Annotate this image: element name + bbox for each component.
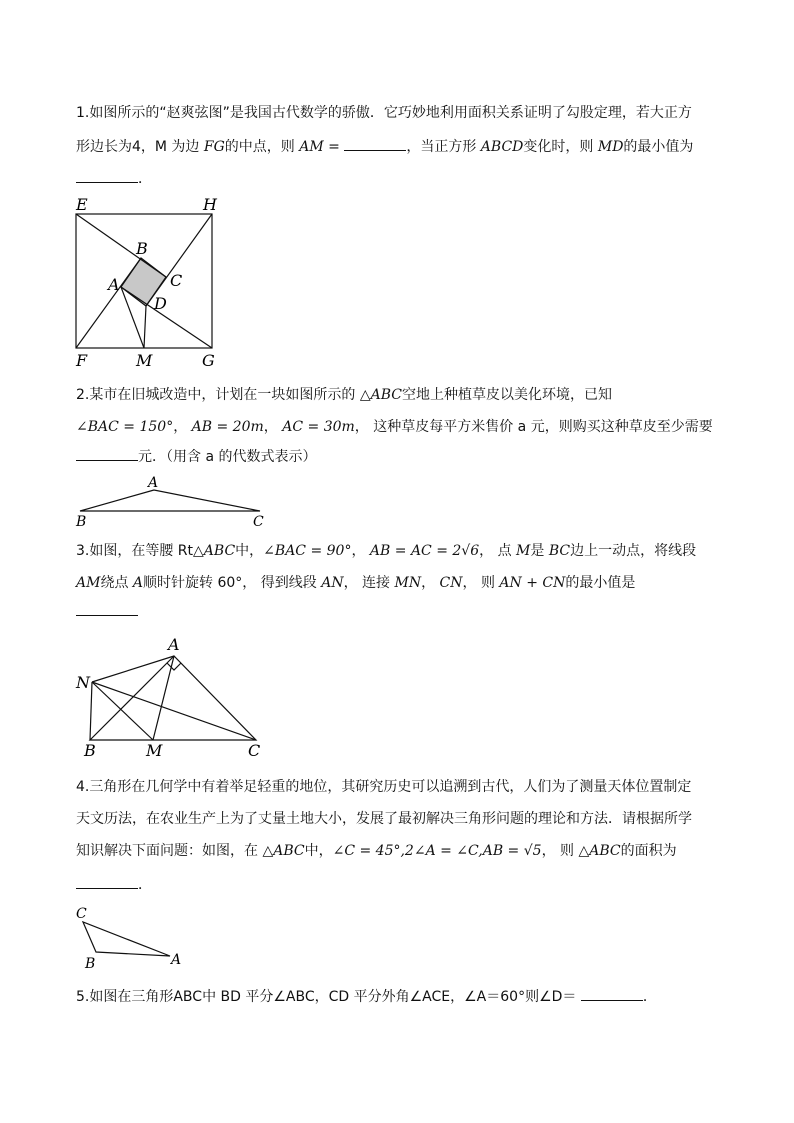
q4-figure bbox=[70, 900, 190, 972]
q2-line3 bbox=[76, 446, 316, 466]
q3-line-a-m bbox=[153, 656, 174, 740]
q3-line-n-m bbox=[92, 682, 153, 740]
q4-text-a: 知识解决下面问题：如图，在 bbox=[76, 843, 263, 859]
q2-text-b: 空地上种植草皮以美化环境，已知 bbox=[401, 387, 612, 403]
q1-label-c: C bbox=[170, 271, 183, 290]
q3-label-n: N bbox=[76, 673, 90, 692]
q2-answer-blank[interactable] bbox=[76, 460, 138, 461]
q3-sep: ， bbox=[351, 543, 366, 559]
q1-line2 bbox=[76, 136, 693, 156]
q1-text-e: 的最小值为 bbox=[623, 139, 694, 155]
q3-text-g: 顺时针旋转 60°， 得到线段 bbox=[143, 575, 322, 591]
q1-text-c: ，当正方形 bbox=[406, 139, 481, 155]
q5-answer-blank[interactable] bbox=[581, 1000, 643, 1001]
q3-answer-blank[interactable] bbox=[76, 615, 138, 616]
q5-line bbox=[76, 986, 657, 1006]
q3-text-a: 3.如图，在等腰 Rt△ bbox=[76, 543, 204, 559]
q1-answer-blank-2[interactable] bbox=[76, 182, 138, 183]
q5-end: ． bbox=[642, 989, 657, 1005]
q4-text-b: 中， bbox=[304, 843, 333, 859]
q3-am: AM bbox=[76, 575, 101, 591]
q2-ab: AB = 20m bbox=[191, 419, 264, 435]
q3-text-j: ， 则 bbox=[462, 575, 500, 591]
q4-label-b: B bbox=[85, 956, 96, 972]
q3-label-a: A bbox=[168, 635, 180, 654]
q2-triangle: △ABC bbox=[359, 387, 402, 403]
q1-label-d: D bbox=[154, 294, 167, 313]
q1-label-h: H bbox=[203, 195, 217, 214]
q1-figure bbox=[66, 192, 226, 370]
q1-label-e: E bbox=[76, 195, 88, 214]
q4-line1: 4.三角形在几何学中有着举足轻重的地位，其研究历史可以追溯到古代，人们为了测量天体位置制定 bbox=[76, 779, 692, 795]
q3-line2 bbox=[76, 572, 635, 592]
q1-line1: 1.如图所示的“赵爽弦图”是我国古代数学的骄傲．它巧妙地利用面积关系证明了勾股定理，若大正方 bbox=[76, 105, 692, 121]
q2-triangle-shape bbox=[80, 490, 260, 511]
q4-line3 bbox=[76, 840, 677, 860]
q3-text-f: 绕点 bbox=[100, 575, 133, 591]
q1-label-a: A bbox=[108, 275, 120, 294]
q3-mn: MN bbox=[394, 575, 422, 591]
q3-bc: BC bbox=[548, 543, 571, 559]
q2-ac: AC = 30m bbox=[282, 419, 355, 435]
q2-text-d: 元．（用含 a 的代数式表示） bbox=[138, 449, 317, 465]
q3-text-h: ， 连接 bbox=[343, 575, 395, 591]
q1-label-g: G bbox=[202, 351, 215, 370]
q4-triangle-shape bbox=[83, 922, 170, 956]
q1-line-f-b bbox=[76, 258, 141, 348]
q2-text-c: ， 这种草皮每平方米售价 a 元，则购买这种草皮至少需要 bbox=[354, 419, 713, 435]
q1-line3-end: ． bbox=[138, 171, 152, 187]
q3-m: M bbox=[516, 543, 531, 559]
q4-line2: 天文历法，在农业生产上为了丈量土地大小，发展了最初解决三角形问题的理论和方法．请根据所学 bbox=[76, 811, 692, 827]
q4-triangle: △ABC bbox=[262, 843, 305, 859]
q3-label-c: C bbox=[248, 741, 261, 760]
q3-line-n-c bbox=[92, 682, 256, 740]
q3-right-angle-mark bbox=[167, 663, 181, 670]
q4-condition: ∠C = 45°,2∠A = ∠C,AB = √5 bbox=[332, 843, 542, 859]
q1-text-d: 变化时，则 bbox=[523, 139, 598, 155]
q2-comma-1: ， bbox=[173, 419, 188, 435]
q1-label-f: F bbox=[76, 351, 88, 370]
q3-label-b: B bbox=[84, 741, 96, 760]
q3-figure bbox=[70, 634, 270, 760]
q1-text-b: 的中点，则 bbox=[224, 139, 300, 155]
q3-text-e: 边上一动点，将线段 bbox=[570, 543, 697, 559]
q4-triangle-2: △ABC bbox=[578, 843, 621, 859]
q4-line4 bbox=[76, 874, 152, 894]
q3-line1 bbox=[76, 540, 696, 560]
q1-fg: FG bbox=[203, 139, 225, 155]
q4-label-c: C bbox=[76, 906, 87, 922]
q3-text-c: ， 点 bbox=[479, 543, 517, 559]
q1-line-e-c bbox=[76, 214, 166, 277]
q3-cn: CN bbox=[439, 575, 463, 591]
q2-label-c: C bbox=[253, 514, 264, 530]
q2-angle-bac: ∠BAC = 150° bbox=[76, 419, 174, 435]
q3-abc: ABC bbox=[203, 543, 236, 559]
q1-line-h-d bbox=[146, 214, 212, 306]
q1-label-b: B bbox=[136, 239, 148, 258]
q3-label-m: M bbox=[146, 741, 163, 760]
q2-text-a: 2.某市在旧城改造中，计划在一块如图所示的 bbox=[76, 387, 360, 403]
q1-abcd: ABCD bbox=[480, 139, 524, 155]
q1-am: AM = bbox=[299, 139, 340, 155]
q3-angle: ∠BAC = 90° bbox=[263, 543, 352, 559]
q3-line3 bbox=[76, 604, 138, 620]
q5-text: 5.如图在三角形ABC中 BD 平分∠ABC，CD 平分外角∠ACE，∠A＝60°则∠D＝ bbox=[76, 989, 577, 1005]
q3-text-b: 中， bbox=[235, 543, 264, 559]
q3-an: AN bbox=[321, 575, 344, 591]
q2-label-a: A bbox=[148, 475, 159, 491]
q1-line-m-d bbox=[144, 306, 146, 348]
q2-figure bbox=[70, 472, 270, 530]
q3-text-i: ， bbox=[421, 575, 440, 591]
q4-text-d: 的面积为 bbox=[620, 843, 677, 859]
q2-line1 bbox=[76, 384, 612, 404]
q1-label-m: M bbox=[136, 351, 153, 370]
q4-line4-end: ． bbox=[138, 877, 152, 893]
q3-line-n-b bbox=[90, 682, 92, 740]
q3-sum: AN + CN bbox=[499, 575, 566, 591]
q2-label-b: B bbox=[76, 514, 87, 530]
q3-sides: AB = AC = 2√6 bbox=[369, 543, 480, 559]
q1-line3 bbox=[76, 168, 152, 188]
q3-a: A bbox=[132, 575, 144, 591]
q4-answer-blank[interactable] bbox=[76, 888, 138, 889]
q1-md: MD bbox=[597, 139, 624, 155]
q4-text-c: ， 则 bbox=[541, 843, 579, 859]
q3-text-k: 的最小值是 bbox=[565, 575, 636, 591]
q2-comma-2: ， bbox=[263, 419, 278, 435]
q4-label-a: A bbox=[171, 952, 182, 968]
q3-text-d: 是 bbox=[530, 543, 549, 559]
q1-answer-blank-1[interactable] bbox=[344, 150, 406, 151]
q1-text-a: 形边长为4，M 为边 bbox=[76, 139, 204, 155]
q2-line2 bbox=[76, 416, 713, 436]
